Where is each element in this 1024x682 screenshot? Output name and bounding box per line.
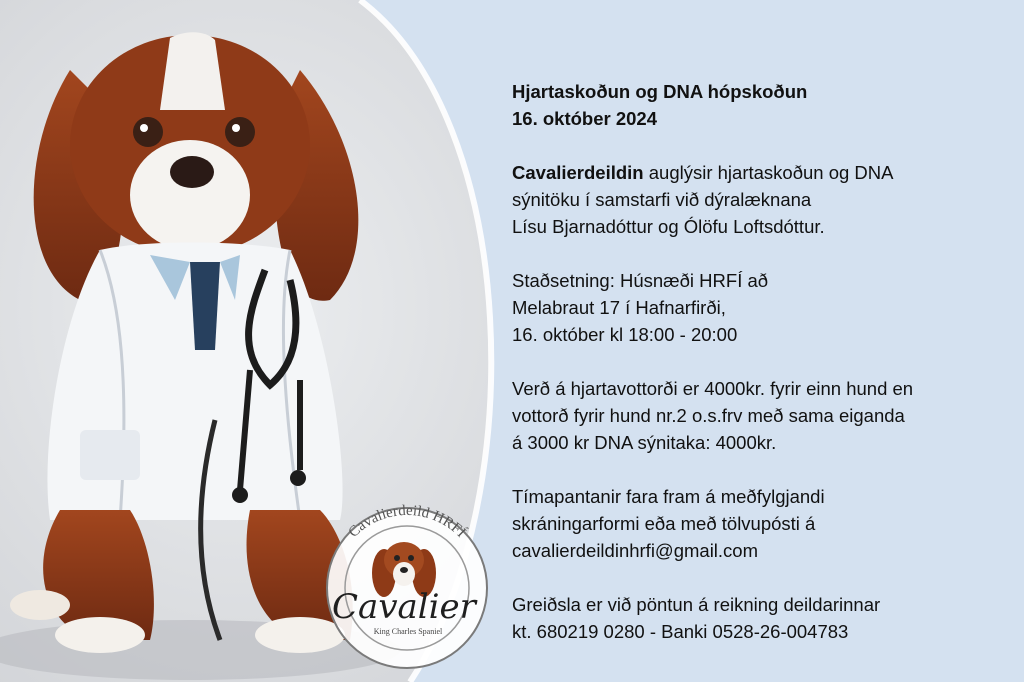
booking-line-2: skráningarformi eða með tölvupósti á (512, 513, 816, 534)
booking-email: cavalierdeildinhrfi@gmail.com (512, 540, 759, 561)
location-line-1: Staðsetning: Húsnæði HRFÍ að (512, 270, 769, 291)
intro-paragraph (512, 159, 1012, 240)
logo-arc-text: Cavalierdeild HRFÍ (345, 502, 469, 541)
price-paragraph (512, 375, 1012, 456)
payment-paragraph (512, 591, 1012, 645)
heading-date: 16. október 2024 (512, 108, 657, 129)
cavalierdeild-logo (312, 498, 502, 678)
org-name: Cavalierdeildin (512, 162, 644, 183)
price-line-1: Verð á hjartavottorði er 4000kr. fyrir einn hund en (512, 378, 914, 399)
logo-small-text: King Charles Spaniel (373, 627, 443, 636)
payment-line-2: kt. 680219 0280 - Banki 0528-26-004783 (512, 621, 849, 642)
price-line-3: á 3000 kr DNA sýnitaka: 4000kr. (512, 432, 777, 453)
location-paragraph (512, 267, 1012, 348)
intro-line-1: auglýsir hjartaskoðun og DNA (643, 162, 894, 183)
heading (512, 78, 1012, 132)
tie (190, 262, 220, 350)
price-line-2: vottorð fyrir hund nr.2 o.s.frv með sama eiganda (512, 405, 905, 426)
intro-line-2: sýnitöku í samstarfi við dýralæknana (512, 189, 812, 210)
booking-paragraph (512, 483, 1012, 564)
location-line-2: Melabraut 17 í Hafnarfirði, (512, 297, 726, 318)
heading-line-1: Hjartaskoðun og DNA hópskoðun (512, 81, 808, 102)
announcement-text (512, 78, 1012, 645)
booking-line-1: Tímapantanir fara fram á meðfylgjandi (512, 486, 825, 507)
logo-script-text: Cavalier (332, 587, 476, 627)
intro-line-3: Lísu Bjarnadóttur og Ólöfu Loftsdóttur. (512, 216, 825, 237)
payment-line-1: Greiðsla er við pöntun á reikning deildarinnar (512, 594, 881, 615)
dog-nose (170, 156, 214, 188)
location-line-3: 16. október kl 18:00 - 20:00 (512, 324, 738, 345)
left-eye (133, 117, 163, 147)
right-eye (225, 117, 255, 147)
